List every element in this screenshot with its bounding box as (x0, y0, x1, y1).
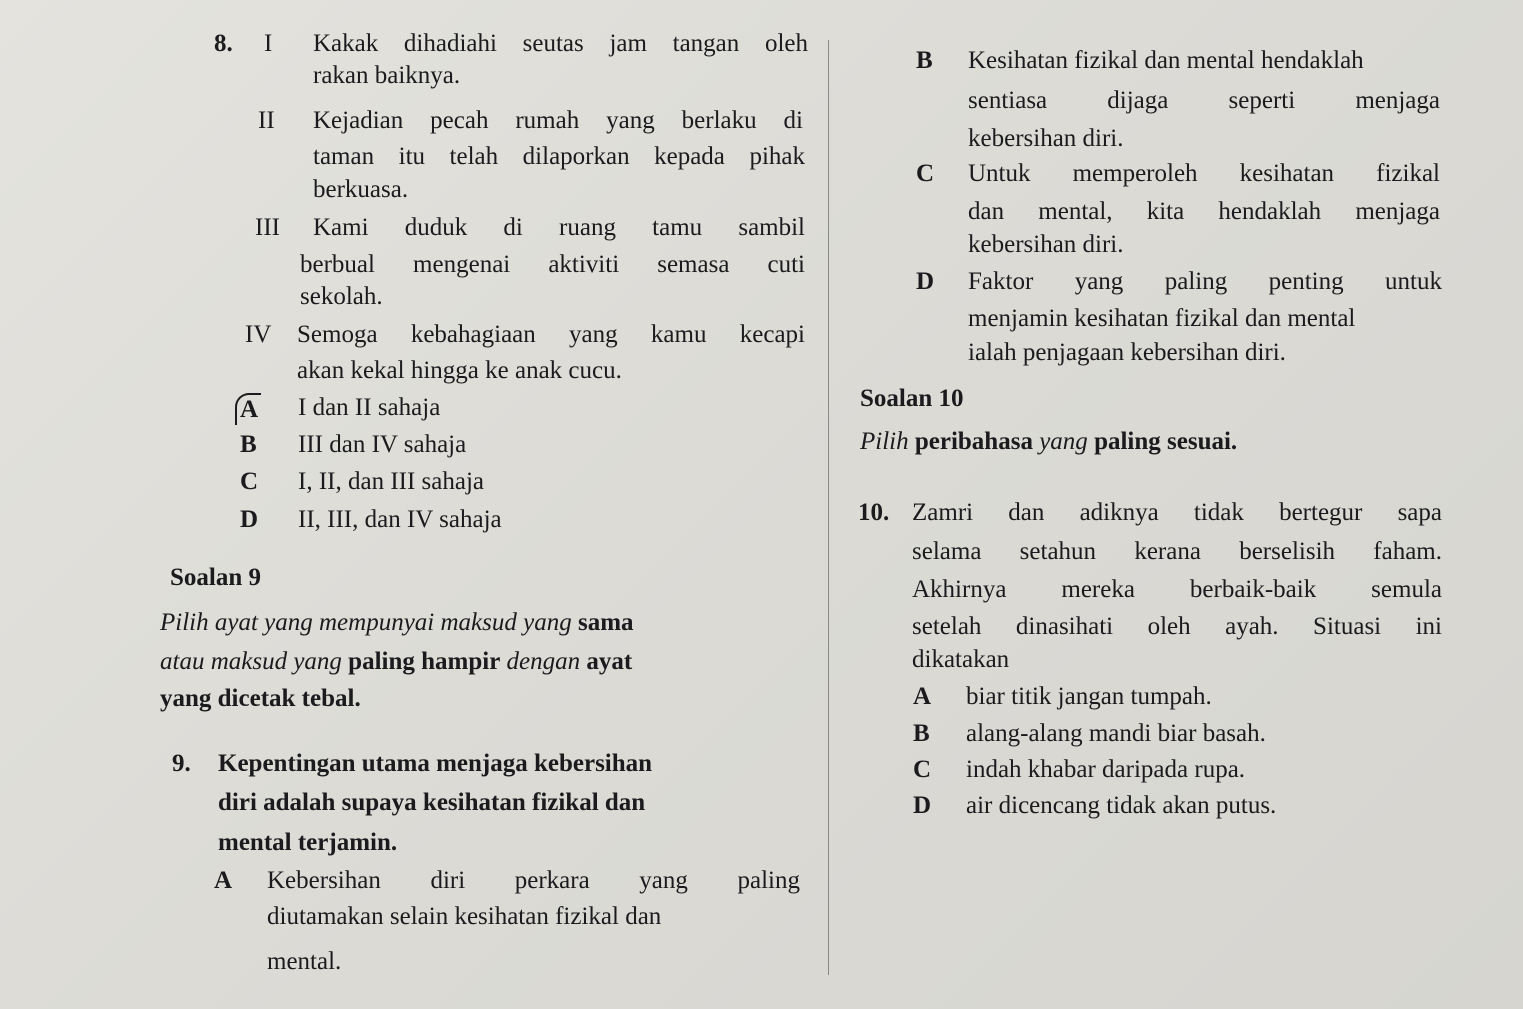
q9-option-a-line-1: Kebersihan diri perkara yang paling (267, 867, 800, 894)
q10-number: 10. (858, 499, 890, 526)
q9-option-c-line-1: Untuk memperoleh kesihatan fizikal (968, 160, 1440, 187)
q8-option-c-text: I, II, dan III sahaja (298, 468, 485, 495)
option-a-circled-mark: A (235, 393, 261, 425)
q8-roman-4: IV (245, 321, 272, 348)
q8-roman-1: I (264, 30, 273, 57)
q9-stem-line-3: mental terjamin. (218, 829, 398, 856)
q10-option-d-letter: D (913, 792, 932, 819)
q9-option-a-letter: A (214, 867, 233, 894)
q8-statement-1-line-1: Kakak dihadiahi seutas jam tangan oleh (313, 30, 808, 57)
q9-number: 9. (172, 750, 191, 777)
soalan-10-instruction: Pilih peribahasa yang paling sesuai. (860, 428, 1238, 455)
q9-stem-line-1: Kepentingan utama menjaga kebersihan (218, 750, 653, 777)
q9-option-d-line-1: Faktor yang paling penting untuk (968, 268, 1442, 295)
q9-option-b-line-3: kebersihan diri. (968, 125, 1124, 152)
q8-option-d-letter: D (240, 506, 259, 533)
q10-option-b-letter: B (913, 720, 930, 747)
q8-statement-2-line-2: taman itu telah dilaporkan kepada pihak (313, 143, 805, 170)
q8-roman-2: II (258, 107, 275, 134)
q10-option-d-text: air dicencang tidak akan putus. (966, 792, 1277, 819)
soalan-9-instruction-line-1: Pilih ayat yang mempunyai maksud yang sama (160, 609, 634, 636)
q8-statement-3-line-1: Kami duduk di ruang tamu sambil (313, 214, 805, 241)
q8-roman-3: III (255, 214, 280, 241)
q8-number: 8. (214, 30, 233, 57)
soalan-9-instruction-line-3: yang dicetak tebal. (160, 685, 361, 712)
q10-option-b-text: alang-alang mandi biar basah. (966, 720, 1266, 747)
q10-stem-line-5: dikatakan (912, 646, 1010, 673)
q9-option-b-letter: B (916, 47, 933, 74)
q9-option-d-letter: D (916, 268, 935, 295)
q9-option-b-line-2: sentiasa dijaga seperti menjaga (968, 87, 1440, 114)
soalan-9-instruction-line-2: atau maksud yang paling hampir dengan ayat (160, 648, 633, 675)
q8-option-b-text: III dan IV sahaja (298, 431, 467, 458)
q8-statement-1-line-2: rakan baiknya. (313, 62, 461, 89)
q8-option-c-letter: C (240, 468, 259, 495)
q10-stem-line-4: setelah dinasihati oleh ayah. Situasi ini (912, 613, 1442, 640)
column-divider (828, 40, 829, 975)
q10-option-a-letter: A (913, 683, 932, 710)
q10-stem-line-3: Akhirnya mereka berbaik-baik semula (912, 576, 1442, 603)
soalan-10-heading: Soalan 10 (860, 385, 964, 412)
q9-option-a-line-2: diutamakan selain kesihatan fizikal dan (267, 903, 662, 930)
q9-option-a-line-3: mental. (267, 948, 342, 975)
q10-stem-line-1: Zamri dan adiknya tidak bertegur sapa (912, 499, 1442, 526)
q9-option-d-line-2: menjamin kesihatan fizikal dan mental (968, 305, 1356, 332)
q9-option-c-line-2: dan mental, kita hendaklah menjaga (968, 198, 1440, 225)
q8-statement-4-line-1: Semoga kebahagiaan yang kamu kecapi (297, 321, 805, 348)
q8-option-a-letter (240, 393, 261, 425)
q10-option-a-text: biar titik jangan tumpah. (966, 683, 1212, 710)
q9-option-c-letter: C (916, 160, 935, 187)
q8-statement-2-line-3: berkuasa. (313, 176, 409, 203)
q8-option-d-text: II, III, dan IV sahaja (298, 506, 502, 533)
q8-statement-3-line-3: sekolah. (300, 283, 383, 310)
q8-option-b-letter: B (240, 431, 257, 458)
q9-stem-line-2: diri adalah supaya kesihatan fizikal dan (218, 789, 646, 816)
q10-stem-line-2: selama setahun kerana berselisih faham. (912, 538, 1442, 565)
q10-option-c-letter: C (913, 756, 932, 783)
q10-option-c-text: indah khabar daripada rupa. (966, 756, 1246, 783)
soalan-9-heading: Soalan 9 (170, 564, 262, 591)
q8-option-a-text: I dan II sahaja (298, 394, 441, 421)
q8-statement-4-line-2: akan kekal hingga ke anak cucu. (297, 357, 622, 384)
q8-statement-2-line-1: Kejadian pecah rumah yang berlaku di (313, 107, 803, 134)
q9-option-b-line-1: Kesihatan fizikal dan mental hendaklah (968, 47, 1364, 74)
q9-option-c-line-3: kebersihan diri. (968, 231, 1124, 258)
q9-option-d-line-3: ialah penjagaan kebersihan diri. (968, 339, 1286, 366)
q8-statement-3-line-2: berbual mengenai aktiviti semasa cuti (300, 251, 805, 278)
